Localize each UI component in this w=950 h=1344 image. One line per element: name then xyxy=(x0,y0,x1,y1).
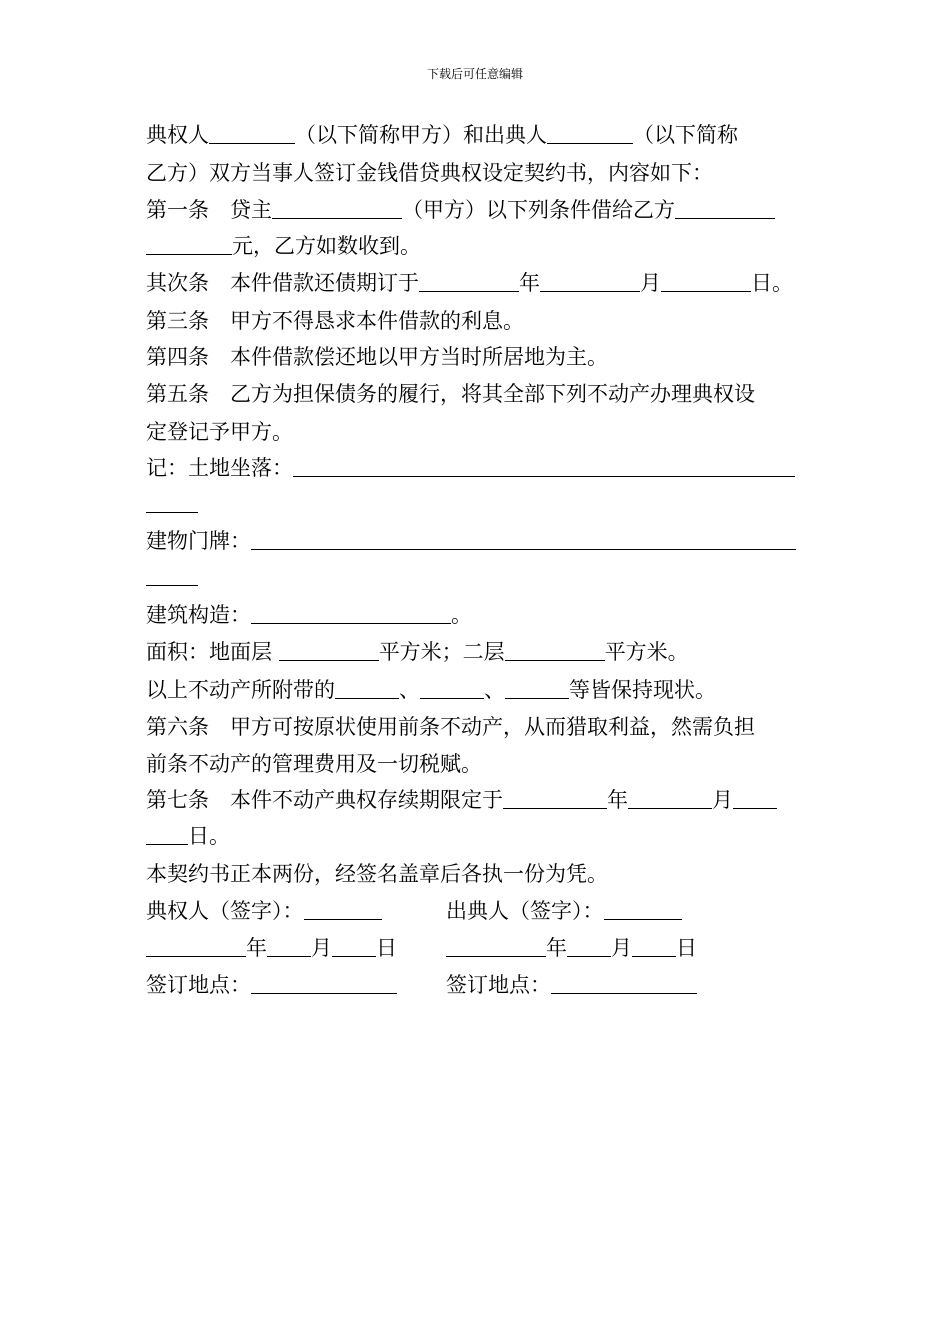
blank-due-year[interactable] xyxy=(419,271,519,292)
blank-pledgor-place[interactable] xyxy=(551,973,697,994)
blank-pledgee-place[interactable] xyxy=(251,973,397,994)
place-pledgor xyxy=(446,971,697,999)
blank-pledgor-signature[interactable] xyxy=(604,899,682,920)
blank-pledgee-month[interactable] xyxy=(267,936,311,957)
article-7-year: 年 xyxy=(607,788,628,812)
land-location-cont xyxy=(146,490,198,518)
pledgor-day-label: 日 xyxy=(676,936,697,960)
pledgee-place-label: 签订地点： xyxy=(146,973,251,997)
date-pledgee xyxy=(146,934,397,962)
article-5-line-1: 第五条 乙方为担保债务的履行，将其全部下列不动产办理典权设 xyxy=(146,382,755,406)
blank-pledgor-month[interactable] xyxy=(567,936,611,957)
article-7-text-a: 第七条 本件不动产典权存续期限定于 xyxy=(146,788,503,812)
building-number-line xyxy=(146,527,796,555)
blank-term-month[interactable] xyxy=(628,788,712,809)
blank-pledgee-day[interactable] xyxy=(332,936,376,957)
pledgee-month-label: 月 xyxy=(311,936,332,960)
blank-second-area[interactable] xyxy=(505,640,605,661)
blank-term-year[interactable] xyxy=(503,788,607,809)
pledgor-sign-label: 出典人（签字）： xyxy=(446,899,604,923)
attachments-text-b: 等皆保持现状。 xyxy=(569,678,716,702)
building-number-label: 建物门牌： xyxy=(146,529,251,553)
attachments-label: 以上不动产所附带的 xyxy=(146,678,335,702)
article-5-line-2: 定登记予甲方。 xyxy=(146,420,293,444)
article-2-day: 日。 xyxy=(751,271,793,295)
pledgor-place-label: 签订地点： xyxy=(446,973,551,997)
area-label: 面积：地面层 xyxy=(146,640,279,664)
intro-line-1 xyxy=(146,121,738,149)
article-2-text-a: 其次条 本件借款还债期订于 xyxy=(146,271,419,295)
pledgee-day-label: 日 xyxy=(376,936,397,960)
structure-line xyxy=(146,601,472,629)
blank-pledgee-signature[interactable] xyxy=(304,899,382,920)
area-text-c: 平方米。 xyxy=(604,640,689,664)
attachments-line xyxy=(146,676,716,704)
pledgor-month-label: 月 xyxy=(611,936,632,960)
article-1-text-a: 第一条 贷主 xyxy=(146,198,272,222)
signature-pledgor xyxy=(446,897,682,925)
area-line xyxy=(146,638,689,666)
article-1-line-2 xyxy=(146,232,421,260)
blank-pledgor-day[interactable] xyxy=(632,936,676,957)
article-2 xyxy=(146,269,793,297)
building-number-cont xyxy=(146,563,198,591)
blank-due-month[interactable] xyxy=(540,271,640,292)
article-4: 第四条 本件借款偿还地以甲方当时所居地为主。 xyxy=(146,345,608,369)
blank-term-day-1[interactable] xyxy=(733,788,777,809)
article-3: 第三条 甲方不得恳求本件借款的利息。 xyxy=(146,309,524,333)
article-1-text-b: （甲方）以下列条件借给乙方 xyxy=(402,198,675,222)
structure-end: 。 xyxy=(451,603,472,627)
blank-ground-area[interactable] xyxy=(279,640,379,661)
signature-pledgee xyxy=(146,897,382,925)
blank-building-number[interactable] xyxy=(251,529,796,550)
article-7-month: 月 xyxy=(712,788,733,812)
blank-pledgee[interactable] xyxy=(209,123,295,144)
blank-pledgee-year[interactable] xyxy=(146,936,246,957)
date-pledgor xyxy=(446,934,697,962)
article-7-line-1 xyxy=(146,786,777,814)
attachments-sep-2: 、 xyxy=(484,678,505,702)
article-2-month: 月 xyxy=(640,271,661,295)
page-header: 下载后可任意编辑 xyxy=(426,67,523,81)
structure-label: 建筑构造： xyxy=(146,603,251,627)
blank-amount-1[interactable] xyxy=(675,198,775,219)
blank-land-location[interactable] xyxy=(293,456,795,477)
blank-attachment-1[interactable] xyxy=(335,678,399,699)
blank-attachment-3[interactable] xyxy=(505,678,569,699)
intro-text-a: 典权人 xyxy=(146,123,209,147)
blank-land-location-2[interactable] xyxy=(146,492,198,513)
blank-building-number-2[interactable] xyxy=(146,565,198,586)
article-7-day: 日。 xyxy=(188,824,230,848)
blank-amount-2[interactable] xyxy=(146,234,232,255)
place-pledgee xyxy=(146,971,397,999)
pledgee-sign-label: 典权人（签字）： xyxy=(146,899,304,923)
blank-lender[interactable] xyxy=(272,198,402,219)
blank-structure[interactable] xyxy=(251,603,451,624)
blank-pledgor-year[interactable] xyxy=(446,936,546,957)
intro-text-b: （以下简称甲方）和出典人 xyxy=(295,123,547,147)
blank-pledgor[interactable] xyxy=(547,123,633,144)
intro-text-c: （以下简称 xyxy=(633,123,738,147)
land-location-label: 记：土地坐落： xyxy=(146,456,293,480)
intro-line-2: 乙方）双方当事人签订金钱借贷典权设定契约书，内容如下： xyxy=(146,161,713,185)
article-2-year: 年 xyxy=(519,271,540,295)
article-1-text-c: 元，乙方如数收到。 xyxy=(232,234,421,258)
blank-attachment-2[interactable] xyxy=(420,678,484,699)
article-1-line-1 xyxy=(146,196,775,224)
pledgor-year-label: 年 xyxy=(546,936,567,960)
attachments-sep-1: 、 xyxy=(399,678,420,702)
blank-term-day-2[interactable] xyxy=(146,824,188,845)
land-location-line xyxy=(146,454,795,482)
article-7-line-2 xyxy=(146,822,230,850)
area-text-b: 平方米；二层 xyxy=(378,640,505,664)
pledgee-year-label: 年 xyxy=(246,936,267,960)
article-6-line-2: 前条不动产的管理费用及一切税赋。 xyxy=(146,752,482,776)
article-6-line-1: 第六条 甲方可按原状使用前条不动产，从而猎取利益，然需负担 xyxy=(146,715,755,739)
blank-due-day[interactable] xyxy=(661,271,751,292)
copies-clause: 本契约书正本两份，经签名盖章后各执一份为凭。 xyxy=(146,862,608,886)
